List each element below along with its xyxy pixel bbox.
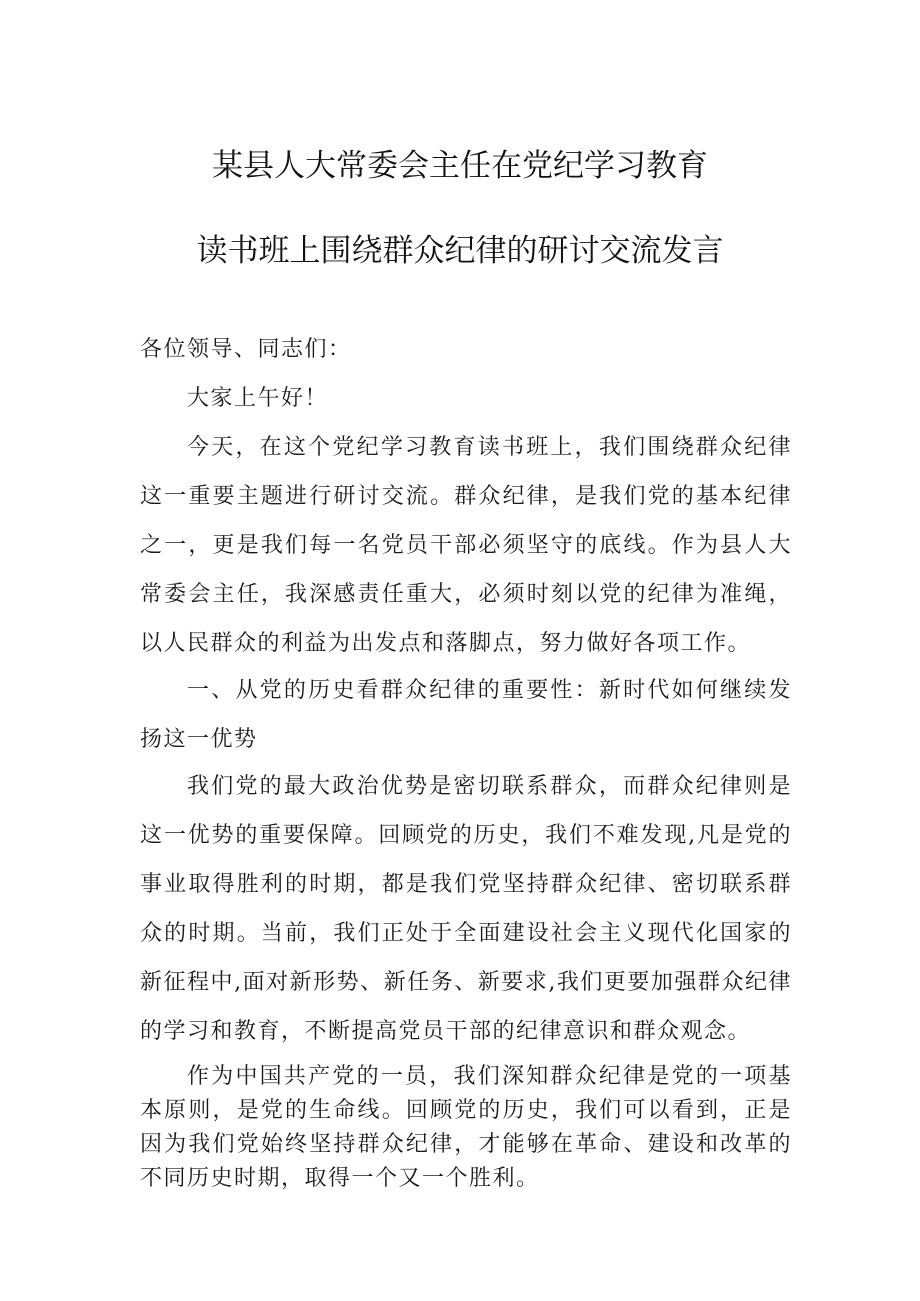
paragraph-intro: 今天，在这个党纪学习教育读书班上，我们围绕群众纪律这一重要主题进行研讨交流。群众纪律，是我们党的基本纪律之一，更是我们每一名党员干部必须坚守的底线。作为县人大常委会主任，我深感责任重大，必须时刻以党的纪律为准绳，以人民群众的利益为出发点和落脚点，努力做好各项工作。 (140, 435, 792, 656)
paragraph-party-member: 作为中国共产党的一员，我们深知群众纪律是党的一项基本原则，是党的生命线。回顾党的历史，我们可以看到，正是因为我们党始终坚持群众纪律，才能够在革命、建设和改革的不同历史时期，取得一个又一个胜利。 (140, 1064, 792, 1191)
greeting: 大家上午好！ (187, 386, 329, 411)
section-heading-1: 一、从党的历史看群众纪律的重要性：新时代如何继续发扬这一优势 (140, 678, 792, 752)
document-title-line-1: 某县人大常委会主任在党纪学习教育 (212, 148, 708, 184)
paragraph-history: 我们党的最大政治优势是密切联系群众，而群众纪律则是这一优势的重要保障。回顾党的历史，我们不难发现,凡是党的事业取得胜利的时期，都是我们党坚持群众纪律、密切联系群众的时期。当前，我们正处于全面建设社会主义现代化国家的新征程中,面对新形势、新任务、新要求,我们更要加强群众纪律的学习和教育，不断提高党员干部的纪律意识和群众观念。 (140, 774, 792, 1044)
document-title-line-2: 读书班上围绕群众纪律的研讨交流发言 (196, 233, 724, 269)
salutation: 各位领导、同志们： (140, 337, 352, 362)
